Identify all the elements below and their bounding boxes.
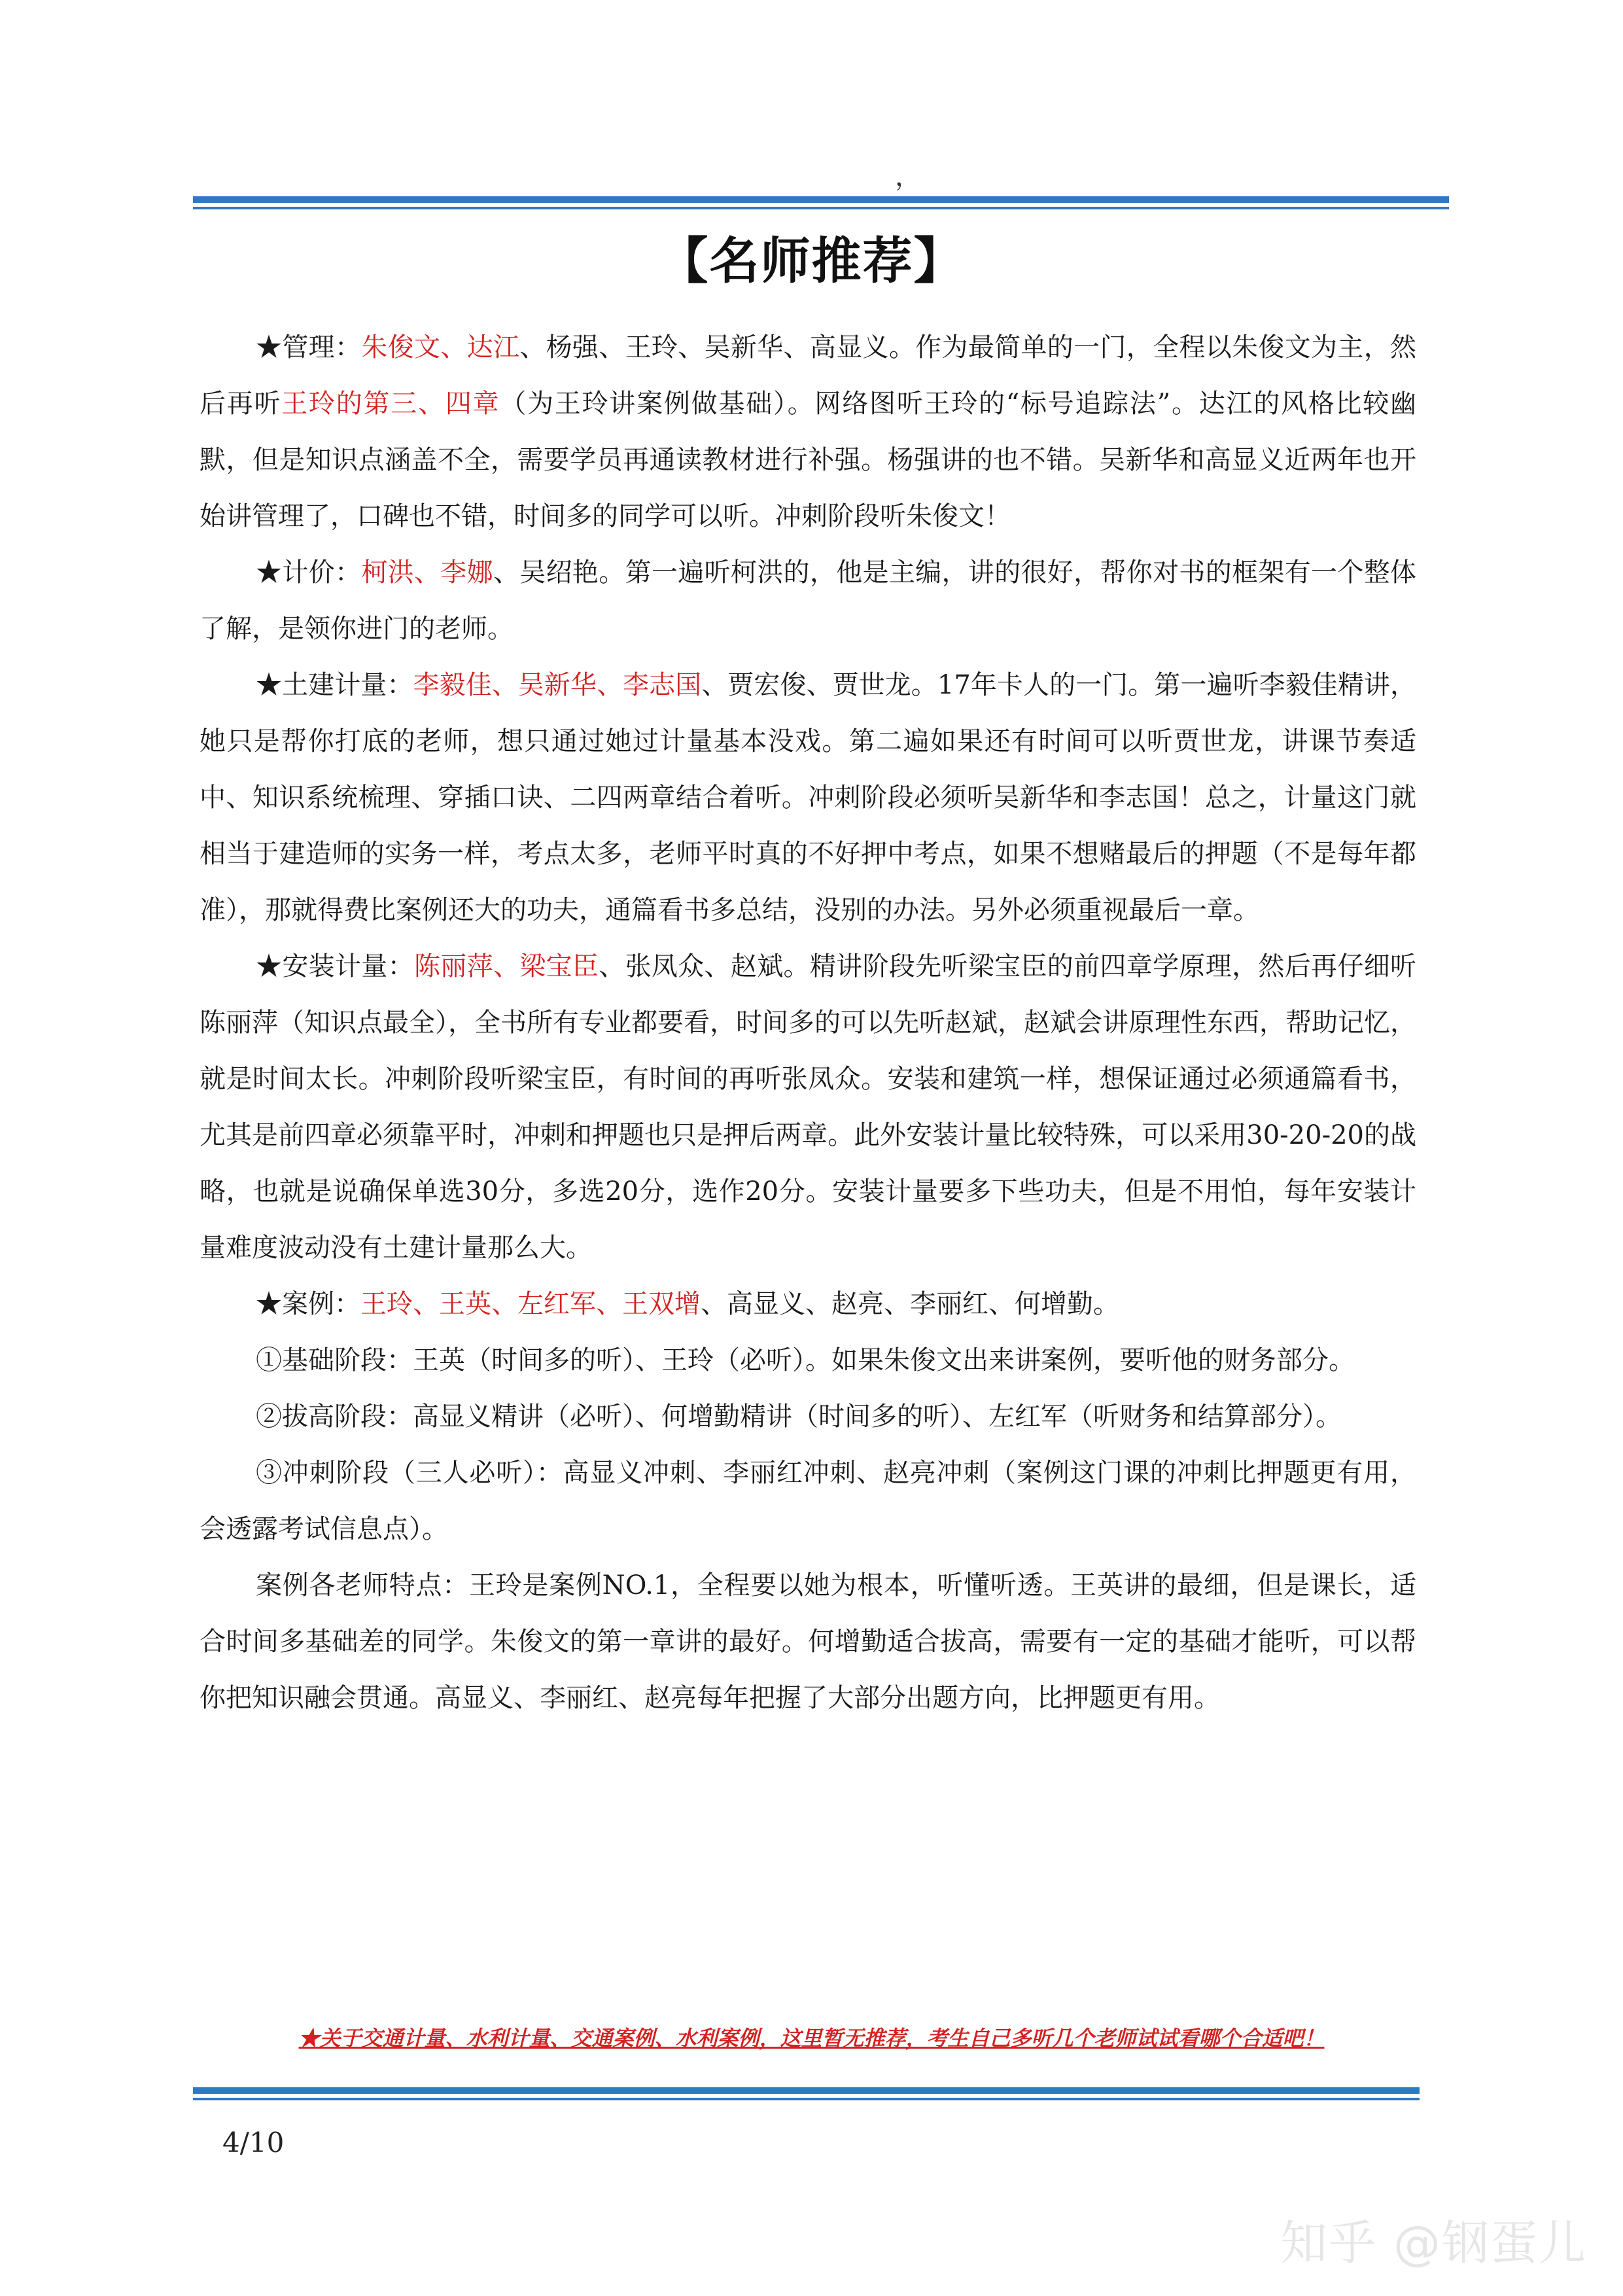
top-rule-thick — [193, 196, 1449, 203]
highlight-teachers: 陈丽萍、梁宝臣 — [413, 951, 599, 981]
section-text: （为王玲讲案例做基础）。网络图听王玲的“标号追踪法”。达江的风格比较幽默，但是知识点涵盖不全，需要学员再通读教材进行补强。杨强讲的也不错。吴新华和高显义近两年也开始讲管理了，口碑也不错，时间多的同学可以听。冲刺阶段听朱俊文！ — [200, 389, 1417, 531]
section-pricing — [200, 544, 1416, 657]
header-mark: ， — [895, 162, 921, 192]
section-cases — [200, 1276, 1416, 1332]
highlight-teachers: 朱俊文、达江 — [361, 332, 520, 362]
section-text: 、杨强、王玲、吴新华、高显义。作为最简单的一门，全程以朱俊文为主，然后再听 — [200, 332, 1417, 419]
page-title: 【名师推荐】 — [658, 232, 965, 290]
section-prefix: ★土建计量： — [256, 670, 413, 700]
section-management — [200, 319, 1416, 544]
highlight-teachers: 李毅佳、吴新华、李志国 — [413, 670, 702, 700]
section-prefix: ★安装计量： — [256, 951, 414, 981]
section-text: 、吴绍艳。第一遍听柯洪的，他是主编，讲的很好，帮你对书的框架有一个整体了解，是领你进门的老师。 — [200, 557, 1417, 644]
section-civil — [200, 657, 1416, 938]
recommendation-body — [200, 319, 1416, 1726]
highlight-chapters: 王玲的第三、四章 — [281, 389, 500, 419]
section-prefix: ★计价： — [256, 557, 362, 588]
footnote-note: ★关于交通计量、水利计量、交通案例、水利案例，这里暂无推荐，考生自己多听几个老师试试看哪个合适吧！ — [298, 2026, 1325, 2051]
section-text: 、高显义、赵亮、李丽红、何增勤。 — [701, 1289, 1119, 1319]
cases-stage-1: ①基础阶段：王英（时间多的听）、王玲（必听）。如果朱俊文出来讲案例，要听他的财务部分。 — [256, 1345, 1355, 1375]
watermark: 知乎 @钢蛋儿 — [1280, 2216, 1587, 2270]
section-install — [200, 938, 1416, 1276]
section-text: 、张凤众、赵斌。精讲阶段先听梁宝臣的前四章学原理，然后再仔细听陈丽萍（知识点最全），全书所有专业都要看，时间多的可以先听赵斌，赵斌会讲原理性东西，帮助记忆，就是时间太长。冲刺阶段听梁宝臣，有时间的再听张凤众。安装和建筑一样，想保证通过必须通篇看书，尤其是前四章必须靠平时，冲刺和押题也只是押后两章。此外安装计量比较特殊，可以采用30-20-20的战略，也就是说确保单选30分，多选20分，选作20分。安装计量要多下些功夫，但是不用怕，每年安装计量难度波动没有土建计量那么大。 — [200, 951, 1417, 1263]
cases-stage-2: ②拔高阶段：高显义精讲（必听）、何增勤精讲（时间多的听）、左红军（听财务和结算部分）。 — [256, 1402, 1342, 1432]
section-text: 、贾宏俊、贾世龙。17年卡人的一门。第一遍听李毅佳精讲，她只是帮你打底的老师，想只通过她过计量基本没戏。第二遍如果还有时间可以听贾世龙，讲课节奏适中、知识系统梳理、穿插口诀、二四两章结合着听。冲刺阶段必须听吴新华和李志国！总之，计量这门就相当于建造师的实务一样，考点太多，老师平时真的不好押中考点，如果不想赌最后的押题（不是每年都准），那就得费比案例还大的功夫，通篇看书多总结，没别的办法。另外必须重视最后一章。 — [200, 670, 1417, 925]
bottom-rule-thick — [193, 2087, 1420, 2094]
top-rule-thin — [193, 207, 1449, 209]
section-prefix: ★案例： — [256, 1289, 360, 1319]
highlight-teachers: 柯洪、李娜 — [361, 557, 493, 588]
highlight-teachers: 王玲、王英、左红军、王双增 — [360, 1289, 701, 1319]
page-number: 4/10 — [222, 2127, 285, 2159]
cases-stage-3: ③冲刺阶段（三人必听）：高显义冲刺、李丽红冲刺、赵亮冲刺（案例这门课的冲刺比押题更有用，会透露考试信息点）。 — [200, 1458, 1416, 1544]
section-prefix: ★管理： — [256, 332, 362, 362]
bottom-rule-thin — [193, 2098, 1420, 2100]
cases-features: 案例各老师特点：王玲是案例NO.1，全程要以她为根本，听懂听透。王英讲的最细，但是课长，适合时间多基础差的同学。朱俊文的第一章讲的最好。何增勤适合拔高，需要有一定的基础才能听，可以帮你把知识融会贯通。高显义、李丽红、赵亮每年把握了大部分出题方向，比押题更有用。 — [200, 1570, 1416, 1713]
